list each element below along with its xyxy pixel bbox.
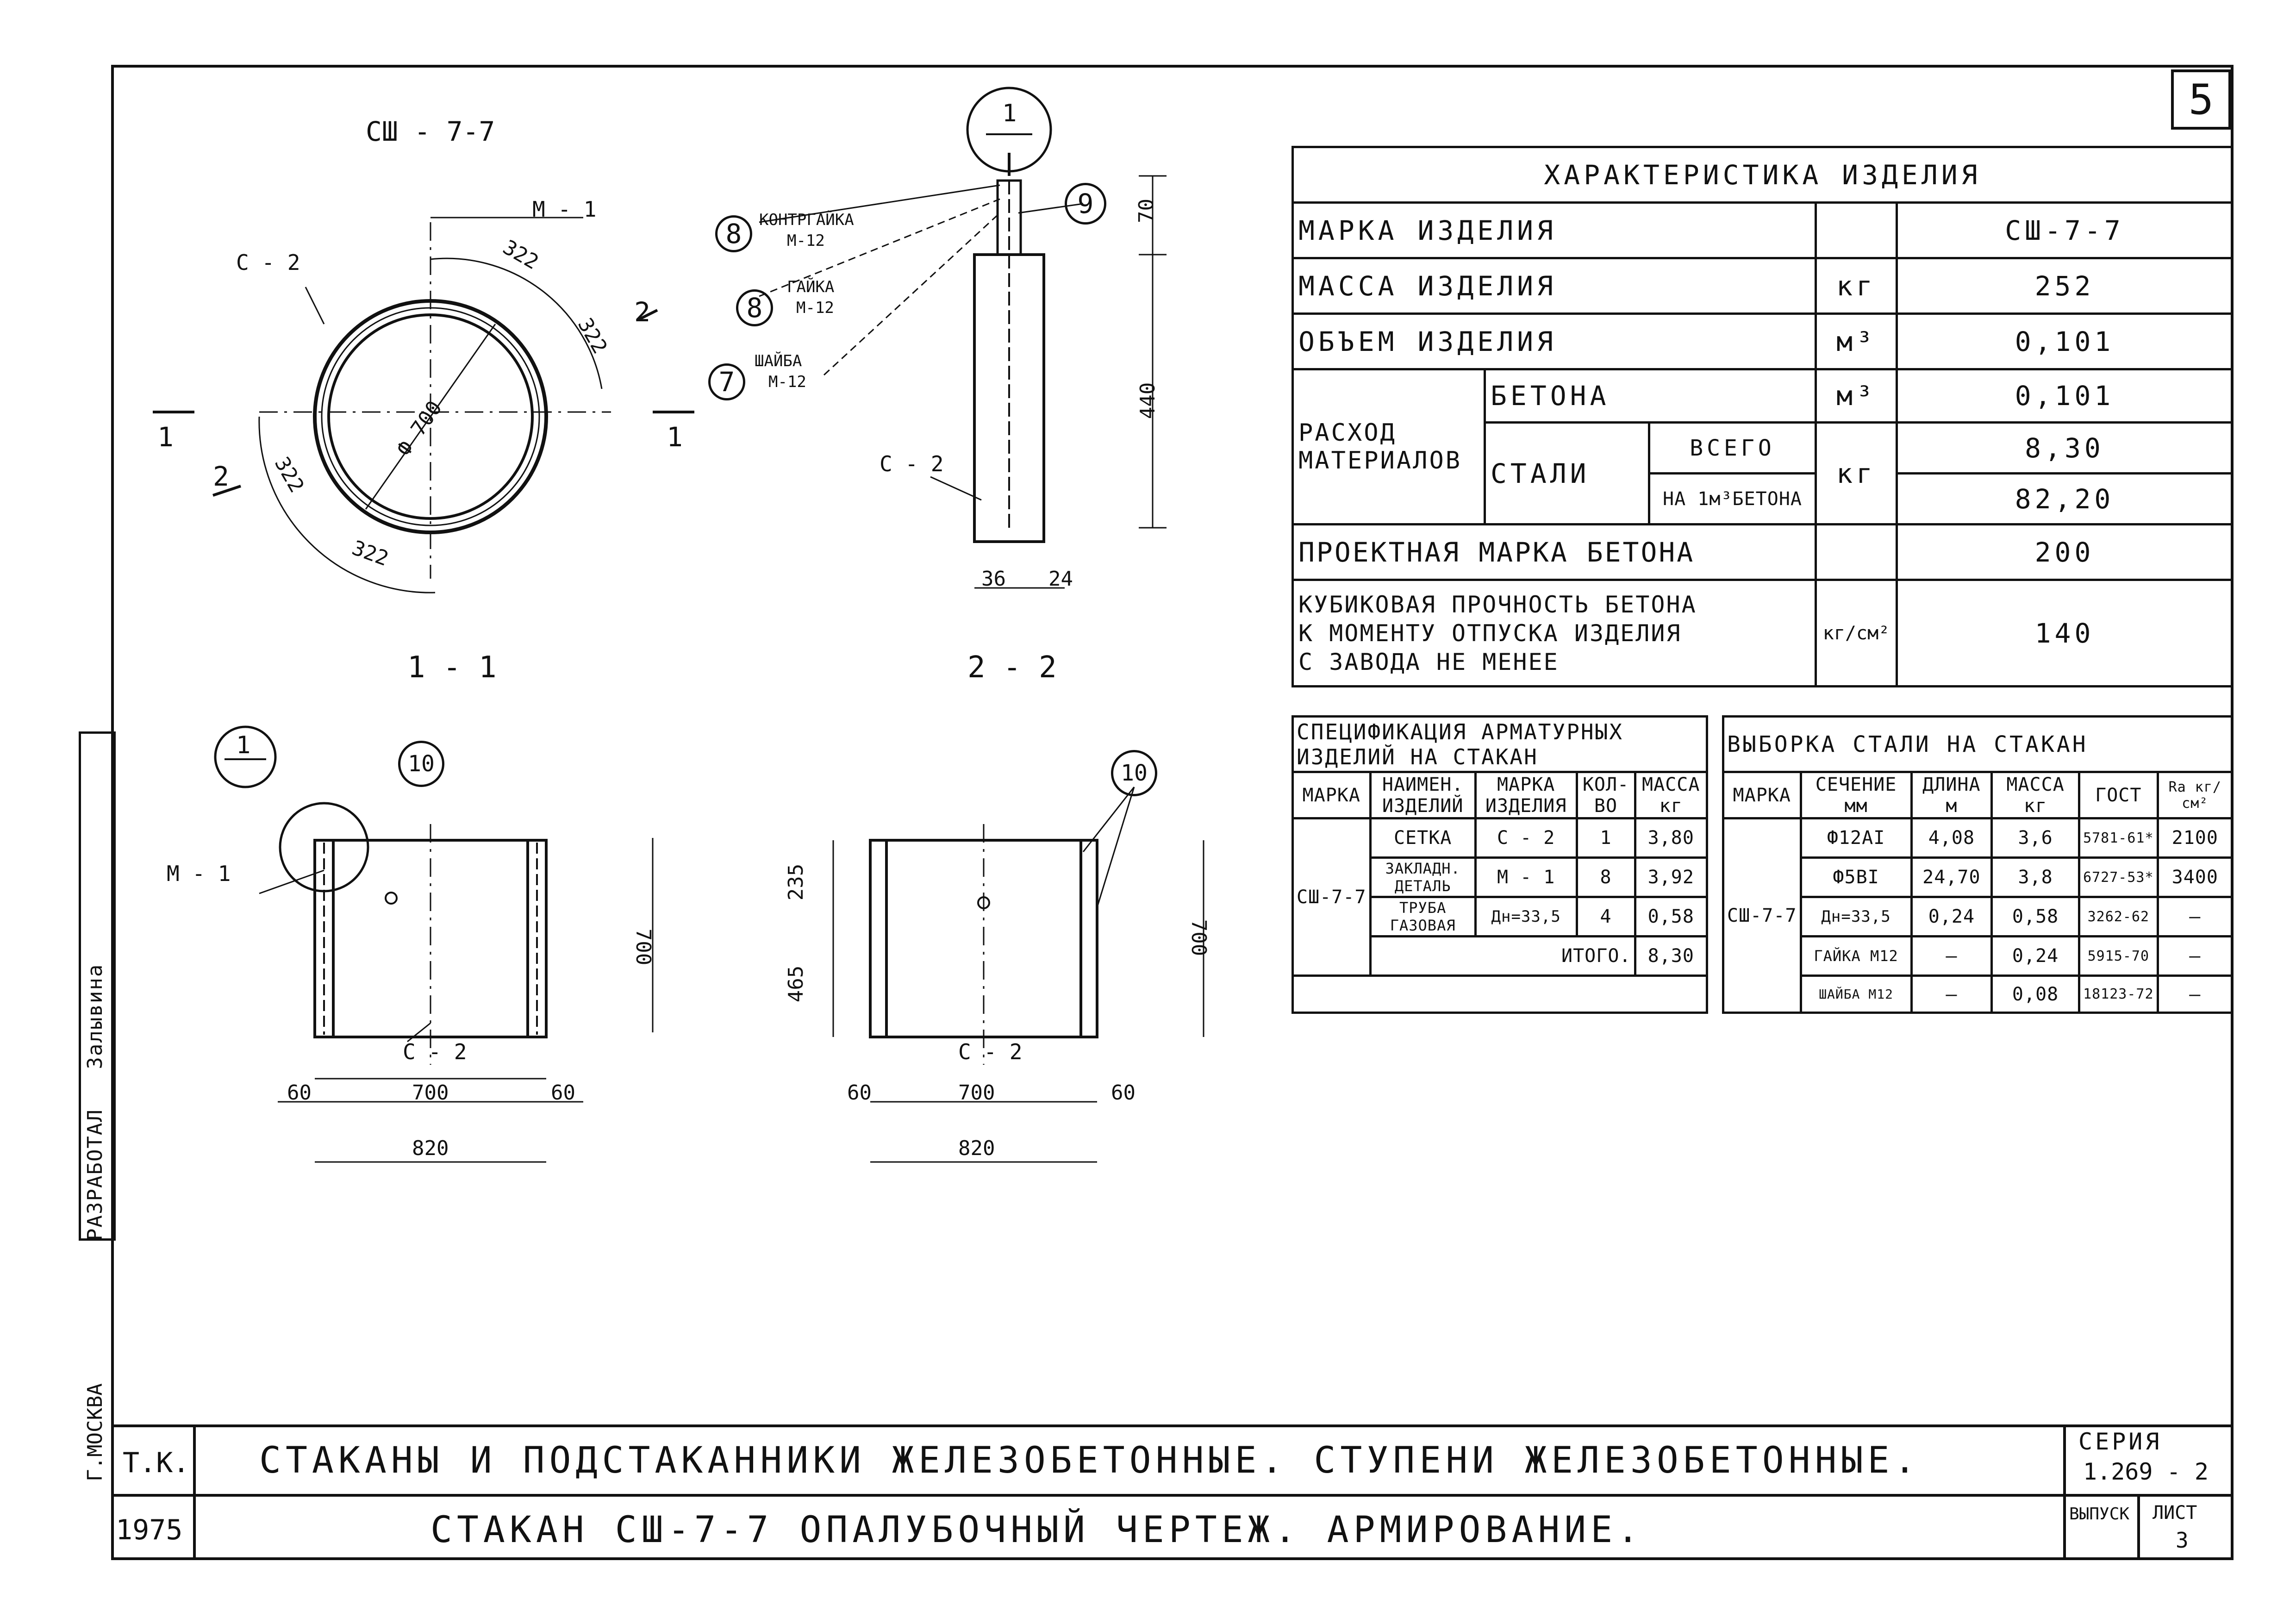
volume-unit: м³ bbox=[1816, 314, 1897, 369]
steel-row-1-length: 4,08 bbox=[1911, 818, 1991, 858]
steel-row-2-length: 24,70 bbox=[1911, 858, 1991, 897]
plan-section-mark-2-left: 2 bbox=[213, 461, 229, 492]
side-city: Г.МОСКВА bbox=[83, 1383, 107, 1481]
wall-dim-700: 700 bbox=[958, 1081, 995, 1105]
steel-row-1-mass: 3,6 bbox=[1992, 818, 2079, 858]
steel-total-label: ВСЕГО bbox=[1649, 423, 1816, 474]
steel-header-mass: МАССА кг bbox=[1992, 772, 2079, 818]
dim-235: 235 bbox=[784, 863, 808, 901]
plan-dim-phi700: Ф 700 bbox=[392, 396, 447, 461]
callout-8-a: 8 bbox=[715, 215, 752, 252]
steel-row-2-ra: 3400 bbox=[2158, 858, 2232, 897]
steel-unit: кг bbox=[1816, 423, 1897, 525]
spec-header-item: МАРКА ИЗДЕЛИЯ bbox=[1475, 772, 1577, 818]
dim-36: 36 bbox=[981, 567, 1006, 591]
callout-10-b: 10 bbox=[1111, 750, 1157, 796]
plan-section-mark-2-right: 2 bbox=[634, 296, 650, 328]
spec-header-mass: МАССА кг bbox=[1635, 772, 1707, 818]
callout-8-b: 8 bbox=[736, 289, 773, 326]
titleblock-series-label: СЕРИЯ bbox=[2078, 1428, 2162, 1455]
dim-465: 465 bbox=[784, 965, 808, 1003]
titleblock-series-value: 1.269 - 2 bbox=[2083, 1458, 2209, 1485]
consumption-label: РАСХОД МАТЕРИАЛОВ bbox=[1293, 369, 1485, 525]
volume-label: ОБЪЕМ ИЗДЕЛИЯ bbox=[1293, 314, 1816, 369]
spec-row-1-qty: 1 bbox=[1577, 818, 1635, 858]
steel-row-4-section: ГАЙКА М12 bbox=[1801, 937, 1911, 976]
callout-10-a: 10 bbox=[398, 741, 444, 787]
spec-row-3-item: Дн=33,5 bbox=[1475, 897, 1577, 937]
steel-mark: СШ-7-7 bbox=[1723, 818, 1801, 1013]
spec-row-1-item: С - 2 bbox=[1475, 818, 1577, 858]
plan-dim-322-b: 322 bbox=[573, 314, 612, 358]
plan-label-c2: С - 2 bbox=[236, 250, 300, 275]
plan-dim-322-c: 322 bbox=[269, 453, 309, 497]
concrete-value: 0,101 bbox=[1897, 369, 2233, 423]
spec-header-qty: КОЛ-ВО bbox=[1577, 772, 1635, 818]
mark-value: СШ-7-7 bbox=[1897, 203, 2233, 258]
steel-per-value: 82,20 bbox=[1897, 474, 2233, 525]
concrete-unit: м³ bbox=[1816, 369, 1897, 423]
steel-per-label: НА 1м³БЕТОНА bbox=[1649, 474, 1816, 525]
steel-row-4-gost: 5915-70 bbox=[2079, 937, 2158, 976]
plan-title: СШ - 7-7 bbox=[366, 116, 495, 147]
steel-row-3-ra: — bbox=[2158, 897, 2232, 937]
side-label-developed: РАЗРАБОТАЛ Залывина bbox=[83, 963, 107, 1241]
concrete-label: БЕТОНА bbox=[1485, 369, 1816, 423]
steel-header-gost: ГОСТ bbox=[2079, 772, 2158, 818]
mass-value: 252 bbox=[1897, 258, 2233, 314]
strength-value: 140 bbox=[1897, 580, 2233, 687]
label-contrgaika-m: М-12 bbox=[787, 231, 825, 250]
callout-1-top: 1 bbox=[1002, 100, 1017, 127]
label-contrgaika: КОНТРГАЙКА bbox=[759, 211, 854, 229]
titleblock-sheet-value: 3 bbox=[2176, 1528, 2189, 1553]
steel-row-5-ra: — bbox=[2158, 976, 2232, 1013]
steel-table bbox=[1722, 715, 2234, 1014]
steel-row-3-section: Дн=33,5 bbox=[1801, 897, 1911, 937]
spec-row-1-name: СЕТКА bbox=[1370, 818, 1475, 858]
spec-title: СПЕЦИФИКАЦИЯ АРМАТУРНЫХ ИЗДЕЛИЙ НА СТАКАН bbox=[1293, 717, 1707, 772]
label-shaiba: ШАЙБА bbox=[755, 352, 802, 370]
steel-row-1-section: Ф12АI bbox=[1801, 818, 1911, 858]
steel-row-2-mass: 3,8 bbox=[1992, 858, 2079, 897]
steel-row-4-length: — bbox=[1911, 937, 1991, 976]
spec-row-1-mass: 3,80 bbox=[1635, 818, 1707, 858]
steel-row-5-gost: 18123-72 bbox=[2079, 976, 2158, 1013]
titleblock-line2: СТАКАН СШ-7-7 ОПАЛУБОЧНЫЙ ЧЕРТЕЖ. АРМИРОВАНИЕ. bbox=[430, 1509, 1644, 1551]
titleblock-line1: СТАКАНЫ И ПОДСТАКАННИКИ ЖЕЛЕЗОБЕТОННЫЕ. СТУПЕНИ ЖЕЛЕЗОБЕТОННЫЕ. bbox=[259, 1440, 1921, 1481]
steel-row-5-section: ШАЙБА М12 bbox=[1801, 976, 1911, 1013]
wall-dim-820: 820 bbox=[958, 1137, 995, 1160]
wall-dim-60-right: 60 bbox=[1111, 1081, 1136, 1105]
section-1-1-title: 1 - 1 bbox=[407, 650, 497, 685]
steel-row-2-gost: 6727-53* bbox=[2079, 858, 2158, 897]
mark-label: МАРКА ИЗДЕЛИЯ bbox=[1293, 203, 1816, 258]
design-grade-value: 200 bbox=[1897, 525, 2233, 580]
steel-header-ra: Rа кг/см² bbox=[2158, 772, 2232, 818]
plan-label-m1: М - 1 bbox=[532, 197, 597, 222]
spec-row-2-mass: 3,92 bbox=[1635, 858, 1707, 897]
strength-unit: кг/см² bbox=[1816, 580, 1897, 687]
spec-total-label: ИТОГО. bbox=[1370, 937, 1635, 976]
plan-section-mark-1-right: 1 bbox=[667, 421, 683, 453]
mass-unit: кг bbox=[1816, 258, 1897, 314]
spec-row-2-name: ЗАКЛАДН. ДЕТАЛЬ bbox=[1370, 858, 1475, 897]
steel-row-4-ra: — bbox=[2158, 937, 2232, 976]
sheet-number: 5 bbox=[2171, 69, 2231, 130]
spec-row-3-qty: 4 bbox=[1577, 897, 1635, 937]
label-gaika-m: М-12 bbox=[796, 299, 834, 317]
dim-70: 70 bbox=[1134, 199, 1158, 223]
label-gaika: ГАЙКА bbox=[787, 278, 835, 296]
callout-7: 7 bbox=[708, 363, 745, 400]
volume-value: 0,101 bbox=[1897, 314, 2233, 369]
spec-table bbox=[1292, 715, 1708, 1014]
callout-9: 9 bbox=[1065, 183, 1106, 225]
section-2-2-title: 2 - 2 bbox=[967, 650, 1057, 685]
titleblock-sheet-label: ЛИСТ bbox=[2152, 1502, 2197, 1524]
steel-total-value: 8,30 bbox=[1897, 423, 2233, 474]
characteristics-header: ХАРАКТЕРИСТИКА ИЗДЕЛИЯ bbox=[1293, 147, 2233, 203]
spec-row-3-mass: 0,58 bbox=[1635, 897, 1707, 937]
strength-label: КУБИКОВАЯ ПРОЧНОСТЬ БЕТОНА К МОМЕНТУ ОТПУСКА ИЗДЕЛИЯ С ЗАВОДА НЕ МЕНЕЕ bbox=[1293, 580, 1816, 687]
wall-dim-700-vert: 700 bbox=[1187, 919, 1211, 956]
section1-dim-700: 700 bbox=[412, 1081, 449, 1105]
steel-row-1-gost: 5781-61* bbox=[2079, 818, 2158, 858]
wall-dim-60-left: 60 bbox=[847, 1081, 872, 1105]
section1-dim-700-vert: 700 bbox=[631, 928, 655, 966]
steel-header-length: ДЛИНА м bbox=[1911, 772, 1991, 818]
spec-row-3-name: ТРУБА ГАЗОВАЯ bbox=[1370, 897, 1475, 937]
steel-row-2-section: Ф5ВI bbox=[1801, 858, 1911, 897]
section2-label-c2: С - 2 bbox=[880, 451, 944, 476]
plan-section-mark-1-left: 1 bbox=[157, 421, 174, 453]
steel-title: ВЫБОРКА СТАЛИ НА СТАКАН bbox=[1723, 717, 2233, 772]
steel-row-3-gost: 3262-62 bbox=[2079, 897, 2158, 937]
titleblock-issue-label: ВЫПУСК bbox=[2069, 1505, 2130, 1524]
plan-dim-322-a: 322 bbox=[499, 235, 543, 275]
steel-row-1-ra: 2100 bbox=[2158, 818, 2232, 858]
steel-row-4-mass: 0,24 bbox=[1992, 937, 2079, 976]
steel-label: СТАЛИ bbox=[1485, 423, 1649, 525]
dim-440: 440 bbox=[1136, 382, 1160, 419]
steel-row-5-mass: 0,08 bbox=[1992, 976, 2079, 1013]
steel-row-3-mass: 0,58 bbox=[1992, 897, 2079, 937]
steel-row-3-length: 0,24 bbox=[1911, 897, 1991, 937]
steel-header-section: СЕЧЕНИЕ мм bbox=[1801, 772, 1911, 818]
steel-row-5-length: — bbox=[1911, 976, 1991, 1013]
dim-24: 24 bbox=[1048, 567, 1073, 591]
titleblock-year: 1975 bbox=[116, 1514, 183, 1546]
section1-label-m1: М - 1 bbox=[167, 861, 231, 886]
spec-mark: СШ-7-7 bbox=[1293, 818, 1371, 976]
label-shaiba-m: М-12 bbox=[768, 373, 806, 391]
section1-label-c2: С - 2 bbox=[403, 1039, 467, 1064]
mass-label: МАССА ИЗДЕЛИЯ bbox=[1293, 258, 1816, 314]
titleblock-org: Т.К. bbox=[123, 1447, 190, 1479]
spec-header-mark: МАРКА bbox=[1293, 772, 1371, 818]
section1-dim-60-left: 60 bbox=[287, 1081, 312, 1105]
characteristics-table bbox=[1292, 146, 2234, 687]
section1-dim-820: 820 bbox=[412, 1137, 449, 1160]
plan-dim-322-d: 322 bbox=[349, 536, 392, 571]
wall-label-c2: С - 2 bbox=[958, 1039, 1023, 1064]
spec-total-value: 8,30 bbox=[1635, 937, 1707, 976]
design-grade-label: ПРОЕКТНАЯ МАРКА БЕТОНА bbox=[1293, 525, 1816, 580]
section1-dim-60-right: 60 bbox=[551, 1081, 575, 1105]
steel-header-mark: МАРКА bbox=[1723, 772, 1801, 818]
spec-row-2-qty: 8 bbox=[1577, 858, 1635, 897]
callout-1-section: 1 bbox=[236, 731, 251, 759]
spec-header-name: НАИМЕН. ИЗДЕЛИЙ bbox=[1370, 772, 1475, 818]
spec-row-2-item: М - 1 bbox=[1475, 858, 1577, 897]
